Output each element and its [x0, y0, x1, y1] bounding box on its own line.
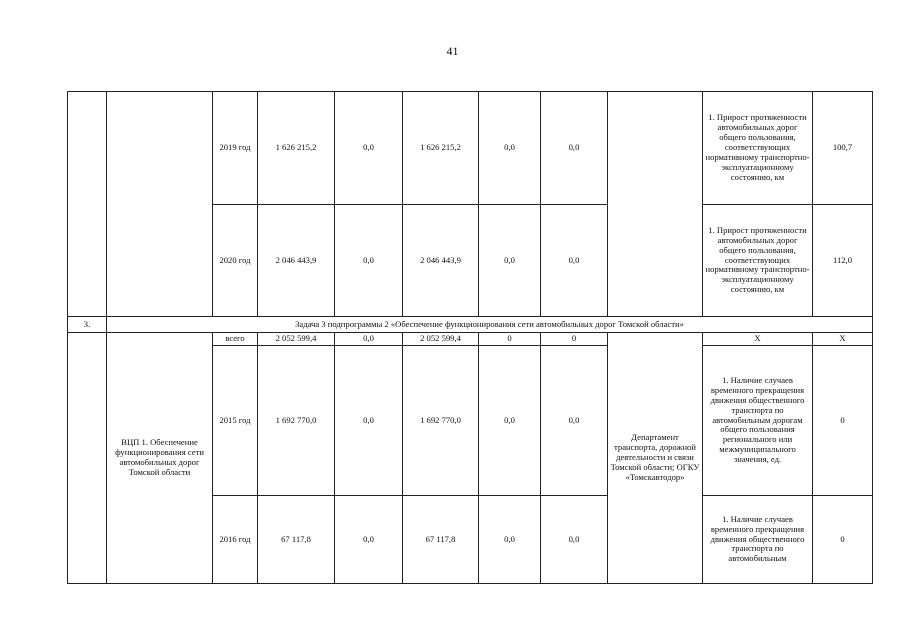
table-row	[68, 333, 873, 346]
value-cell: 2 052 599,4	[258, 333, 335, 346]
value-cell: 0	[541, 333, 608, 346]
value-cell: 0,0	[541, 92, 608, 205]
value-cell: 2 052 599,4	[403, 333, 479, 346]
year-cell: 2015 год	[213, 346, 258, 496]
value-cell: 0,0	[541, 496, 608, 584]
indicator-value-cell: Х	[813, 333, 873, 346]
value-cell: 67 117,8	[403, 496, 479, 584]
task-title-cell: Задача 3 подпрограммы 2 «Обеспечение функционирования сети автомобильных дорог Томской области»	[107, 317, 873, 333]
value-cell: 0,0	[335, 496, 403, 584]
value-cell: 2 046 443,9	[258, 205, 335, 317]
number-cell	[68, 92, 107, 317]
number-cell	[68, 333, 107, 584]
value-cell: 0,0	[479, 496, 541, 584]
value-cell: 0	[479, 333, 541, 346]
table-row	[68, 317, 873, 333]
executor-cell: Департамент транспорта, дорожной деятельности и связи Томской области; ОГКУ «Томскавтодор»	[608, 333, 703, 584]
value-cell: 0,0	[541, 205, 608, 317]
indicator-value-cell: 100,7	[813, 92, 873, 205]
value-cell: 1 626 215,2	[258, 92, 335, 205]
year-cell: 2016 год	[213, 496, 258, 584]
value-cell: 0,0	[479, 92, 541, 205]
value-cell: 0,0	[479, 346, 541, 496]
value-cell: 0,0	[335, 333, 403, 346]
value-cell: 2 046 443,9	[403, 205, 479, 317]
program-table	[67, 91, 873, 584]
year-cell: 2019 год	[213, 92, 258, 205]
value-cell: 0,0	[335, 92, 403, 205]
year-cell: 2020 год	[213, 205, 258, 317]
value-cell: 0,0	[479, 205, 541, 317]
indicator-cell: 1. Наличие случаев временного прекращения движения общественного транспорта по автомобильным	[703, 496, 813, 584]
value-cell: 0,0	[541, 346, 608, 496]
value-cell: 0,0	[335, 205, 403, 317]
table-row	[68, 92, 873, 205]
value-cell: 67 117,8	[258, 496, 335, 584]
program-name-cell: ВЦП 1. Обеспечение функционирования сети автомобильных дорог Томской области	[107, 333, 213, 584]
indicator-value-cell: 0	[813, 346, 873, 496]
page-number: 41	[446, 44, 459, 58]
indicator-cell: 1. Прирост протяженности автомобильных дорог общего пользования, соответствующих нормативному транспортно-эксплуатационному состоянию, км	[703, 205, 813, 317]
value-cell: 1 692 770,0	[403, 346, 479, 496]
indicator-cell: 1. Наличие случаев временного прекращения движения общественного транспорта по автомобильным дорогам общего пользования регионального или межмуниципального значения, ед.	[703, 346, 813, 496]
indicator-value-cell: 0	[813, 496, 873, 584]
indicator-value-cell: 112,0	[813, 205, 873, 317]
executor-cell	[608, 92, 703, 317]
value-cell: 1 692 770,0	[258, 346, 335, 496]
task-number-cell: 3.	[68, 317, 107, 333]
indicator-cell: 1. Прирост протяженности автомобильных дорог общего пользования, соответствующих нормативному транспортно-эксплуатационному состоянию, км	[703, 92, 813, 205]
value-cell: 1 626 215,2	[403, 92, 479, 205]
value-cell: 0,0	[335, 346, 403, 496]
name-cell	[107, 92, 213, 317]
indicator-cell: Х	[703, 333, 813, 346]
year-cell: всего	[213, 333, 258, 346]
